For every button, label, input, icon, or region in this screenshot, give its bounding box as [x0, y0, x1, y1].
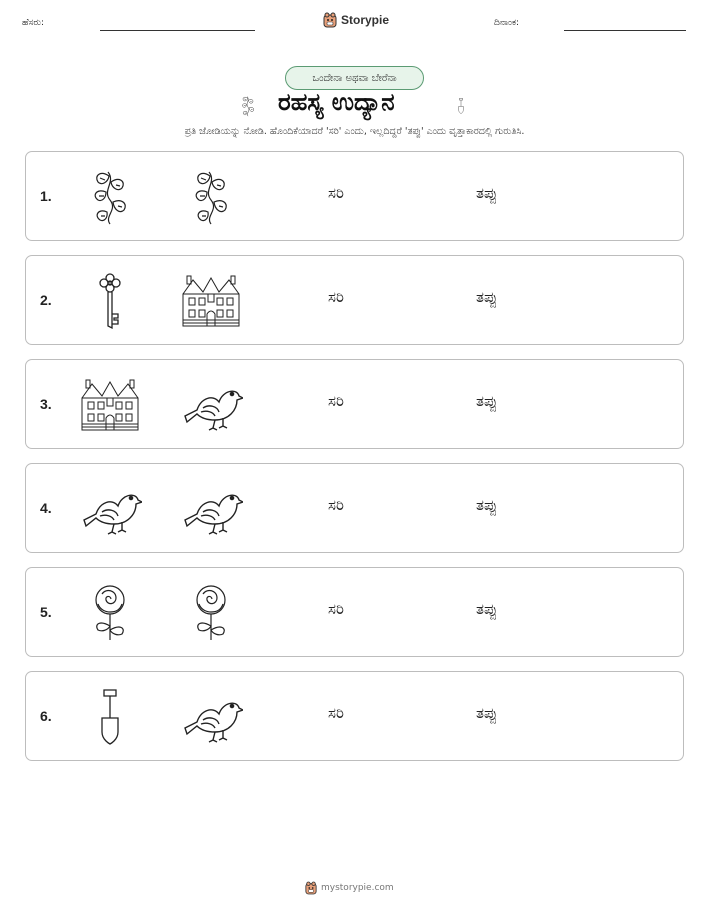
worksheet-type-badge: ಒಂದೇನಾ ಅಥವಾ ಬೇರೆನಾ	[285, 66, 424, 90]
bird-icon	[78, 480, 142, 538]
question-number: 2.	[40, 292, 52, 308]
brand-name: Storypie	[341, 13, 390, 27]
bird-icon	[179, 480, 243, 538]
question-row	[25, 671, 684, 761]
question-number: 4.	[40, 500, 52, 516]
date-line[interactable]	[564, 30, 686, 31]
house-icon	[179, 272, 243, 330]
footer-site: mystorypie.com	[321, 883, 394, 893]
name-field	[22, 18, 44, 28]
storypie-logo-icon	[305, 881, 317, 895]
name-label: ಹೆಸರು:	[22, 18, 45, 28]
page-title: ರಹಸ್ಯ ಉದ್ಯಾನ	[278, 88, 395, 116]
question-row	[25, 463, 684, 553]
title-row	[0, 86, 709, 122]
vine-icon	[179, 168, 243, 226]
shovel-icon	[452, 90, 470, 122]
option-false[interactable]: ತಪ್ಪು	[476, 392, 498, 410]
option-false[interactable]: ತಪ್ಪು	[476, 600, 498, 618]
date-field	[494, 18, 519, 28]
rose-icon	[78, 584, 142, 642]
option-true[interactable]: ಸರಿ	[328, 704, 344, 722]
storypie-logo-icon	[323, 12, 337, 28]
option-false[interactable]: ತಪ್ಪು	[476, 704, 498, 722]
option-false[interactable]: ತಪ್ಪು	[476, 496, 498, 514]
option-true[interactable]: ಸರಿ	[328, 600, 344, 618]
instructions: ಪ್ರತಿ ಜೋಡಿಯನ್ನು ನೋಡಿ. ಹೊಂದಿಕೆಯಾದರೆ 'ಸರಿ' ಎಂದು, ಇಲ್ಲದಿದ್ದರೆ 'ತಪ್ಪು' ಎಂದು ವೃತ್ತಾಕಾರದಲ್ಲಿ ಗುರುತಿಸಿ.	[184, 126, 525, 137]
vine-icon	[78, 168, 142, 226]
house-icon	[78, 376, 142, 434]
option-false[interactable]: ತಪ್ಪು	[476, 184, 498, 202]
question-number: 1.	[40, 188, 52, 204]
bird-icon	[179, 688, 243, 746]
option-true[interactable]: ಸರಿ	[328, 184, 344, 202]
option-false[interactable]: ತಪ್ಪು	[476, 288, 498, 306]
bird-icon	[179, 376, 243, 434]
key-icon	[78, 272, 142, 330]
option-true[interactable]: ಸರಿ	[328, 288, 344, 306]
question-row	[25, 359, 684, 449]
date-label: ದಿನಾಂಕ:	[494, 18, 520, 28]
question-number: 3.	[40, 396, 52, 412]
question-row	[25, 151, 684, 241]
question-number: 5.	[40, 604, 52, 620]
question-number: 6.	[40, 708, 52, 724]
name-line[interactable]	[100, 30, 255, 31]
option-true[interactable]: ಸರಿ	[328, 496, 344, 514]
shovel-icon	[78, 688, 142, 746]
question-row	[25, 255, 684, 345]
option-true[interactable]: ಸರಿ	[328, 392, 344, 410]
footer	[305, 881, 394, 895]
brand-header	[323, 12, 389, 28]
rose-icon	[179, 584, 243, 642]
vine-icon	[236, 92, 260, 120]
question-row	[25, 567, 684, 657]
